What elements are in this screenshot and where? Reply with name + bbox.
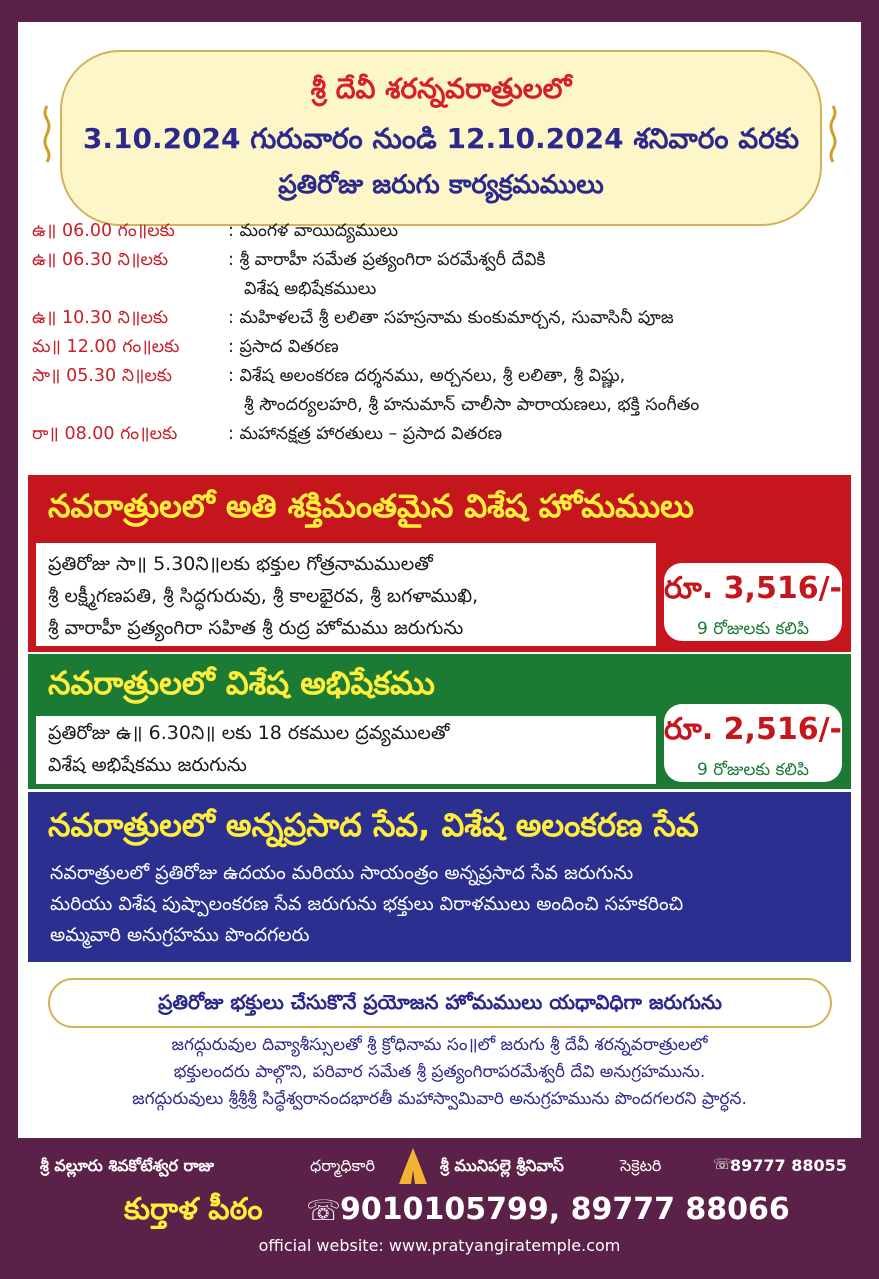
footer <box>0 1138 879 1279</box>
header-subtitle: ప్రతిరోజు జరుగు కార్యక్రమములు <box>278 170 604 200</box>
schedule-desc: శ్రీ సౌందర్యలహరి, శ్రీ హనుమాన్ చాలీసా పారాయణలు, భక్తి సంగీతం <box>244 395 700 415</box>
phone-icon: ☏ <box>306 1194 342 1227</box>
abhishekam-title: నవరాత్రులలో విశేష అభిషేకము <box>48 664 435 702</box>
schedule-desc: : మహిళలచే శ్రీ లలితా సహస్రనామ కుంకుమార్చన, సువాసినీ పూజ <box>228 308 674 328</box>
schedule-time: ఉ॥ 06.00 గం॥లకు <box>32 221 175 241</box>
homam-price-box <box>664 563 842 641</box>
note-text: ప్రతిరోజు భక్తులు చేసుకొనే ప్రయోజన హోమములు యధావిధిగా జరుగును <box>158 990 722 1014</box>
annaprasada-line: మరియు విశేష పుష్పాలంకరణ సేవ జరుగును భక్తులు విరాళములు అందించి సహకరించి <box>50 893 684 915</box>
schedule-time: ఉ॥ 10.30 ని॥లకు <box>32 308 169 328</box>
schedule-desc: : మంగళ వాయిద్యములు <box>228 221 399 241</box>
schedule-row <box>32 218 852 247</box>
homam-title: నవరాత్రులలో అతి శక్తిమంతమైన విశేష హోమములు <box>48 487 694 525</box>
homam-section <box>28 475 851 652</box>
schedule-desc: : విశేష అలంకరణ దర్శనము, అర్చనలు, శ్రీ లలితా, శ్రీ విష్ణు, <box>228 366 626 386</box>
footer-person1: శ్రీ వల్లూరు శివకోటేశ్వర రాజు <box>40 1156 215 1175</box>
schedule-row <box>32 305 852 334</box>
footer-role2: సెక్రెటరి <box>620 1156 662 1175</box>
daily-homam-note <box>48 978 832 1028</box>
annaprasada-line: అమ్మవారి అనుగ్రహము పొందగలరు <box>50 924 310 946</box>
abhishekam-section <box>28 654 851 789</box>
schedule-row <box>32 334 852 363</box>
namaste-hands-icon <box>395 1146 431 1186</box>
schedule-row <box>32 363 852 392</box>
abhishekam-text-panel <box>36 716 656 784</box>
closing-line: జగద్గురువుల దివ్యాశీస్సులతో శ్రీ క్రోధినామ సం॥లో జరుగు శ్రీ దేవీ శరన్నవరాత్రులలో <box>171 1035 708 1055</box>
schedule-desc: : ప్రసాద వితరణ <box>228 337 339 357</box>
ornament-icon <box>824 104 842 164</box>
abhishekam-line: విశేష అభిషేకము జరుగును <box>48 754 247 776</box>
schedule-desc: విశేష అభిషేకములు <box>244 279 377 299</box>
footer-person2: శ్రీ మునిపల్లె శ్రీనివాస్ <box>440 1156 564 1175</box>
schedule-time: ఉ॥ 06.30 ని॥లకు <box>32 250 169 270</box>
closing-line: జగద్గురువులు శ్రీశ్రీశ్రీ సిద్ధేశ్వరానందభారతీ మహాస్వామివారి అనుగ్రహమును పొందగలరని ప్రార్ధన. <box>132 1089 747 1109</box>
homam-text-panel <box>36 543 656 646</box>
schedule-time: రా॥ 08.00 గం॥లకు <box>32 424 178 444</box>
schedule-desc: : మహానక్షత్ర హారతులు – ప్రసాద వితరణ <box>228 424 503 444</box>
header-title: శ్రీ దేవీ శరన్నవరాత్రులలో <box>310 72 572 105</box>
closing-line: భక్తులందరు పాల్గొని, పరివార సమేత శ్రీ ప్రత్యంగిరాపరమేశ్వరీ దేవి అనుగ్రహమును. <box>173 1062 706 1082</box>
footer-secretary-phone: 89777 88055 <box>730 1156 847 1175</box>
schedule-row <box>32 276 852 305</box>
schedule-time: మ॥ 12.00 గం॥లకు <box>32 337 180 357</box>
header-banner <box>60 50 822 226</box>
header-dates: 3.10.2024 గురువారం నుండి 12.10.2024 శనివారం వరకు <box>82 122 800 155</box>
homam-price-note: 9 రోజులకు కలిపి <box>697 619 809 639</box>
top-border <box>0 0 879 22</box>
daily-schedule <box>32 218 852 450</box>
closing-blessing <box>18 1032 861 1113</box>
schedule-desc: : శ్రీ వారాహీ సమేత ప్రత్యంగిరా పరమేశ్వరీ దేవికి <box>228 250 546 270</box>
homam-line: ప్రతిరోజు సా॥ 5.30ని॥లకు భక్తుల గోత్రనామములతో <box>48 553 433 575</box>
abhishekam-line: ప్రతిరోజు ఉ॥ 6.30ని॥ లకు 18 రకముల ద్రవ్యములతో <box>48 722 450 744</box>
schedule-row <box>32 247 852 276</box>
abhishekam-price: రూ. 2,516/- <box>664 712 842 747</box>
footer-role1: ధర్మాధికారి <box>310 1156 376 1175</box>
footer-phones: 9010105799, 89777 88066 <box>340 1192 790 1227</box>
schedule-row <box>32 421 852 450</box>
ornament-icon <box>38 104 56 164</box>
content-area <box>18 22 861 1138</box>
annaprasada-line: నవరాత్రులలో ప్రతిరోజు ఉదయం మరియు సాయంత్రం అన్నప్రసాద సేవ జరుగును <box>50 862 634 884</box>
abhishekam-price-note: 9 రోజులకు కలిపి <box>697 760 809 780</box>
homam-line: శ్రీ వారాహీ ప్రత్యంగిరా సహిత శ్రీ రుద్ర హోమము జరుగును <box>48 617 464 639</box>
schedule-row <box>32 392 852 421</box>
homam-price: రూ. 3,516/- <box>664 571 842 606</box>
phone-icon: ☏ <box>713 1155 732 1173</box>
schedule-time: సా॥ 05.30 ని॥లకు <box>32 366 173 386</box>
footer-website: official website: www.pratyangiratemple.com <box>258 1236 621 1255</box>
footer-peetham: కుర్తాళ పీఠం <box>124 1192 263 1227</box>
abhishekam-price-box <box>664 704 842 782</box>
annaprasada-section <box>28 792 851 962</box>
homam-line: శ్రీ లక్ష్మీగణపతి, శ్రీ సిద్ధగురువు, శ్రీ కాలభైరవ, శ్రీ బగళాముఖి, <box>48 585 479 607</box>
annaprasada-title: నవరాత్రులలో అన్నప్రసాద సేవ, విశేష అలంకరణ సేవ <box>48 806 699 844</box>
